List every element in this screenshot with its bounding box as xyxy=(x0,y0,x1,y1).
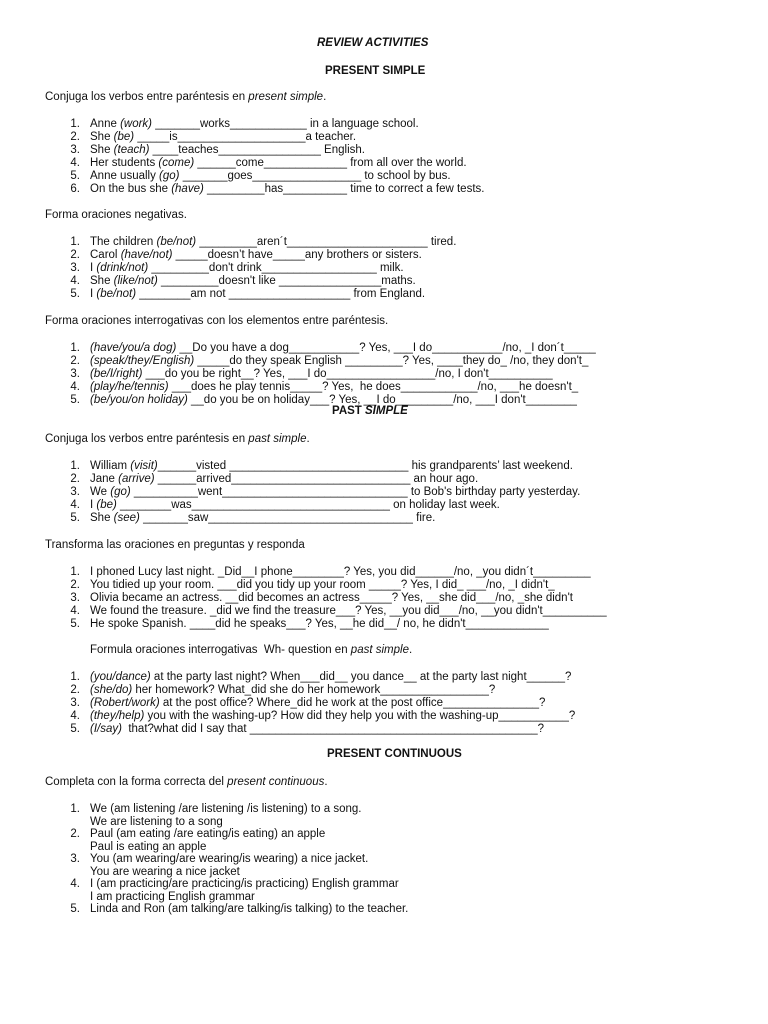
item-number: 1. xyxy=(70,342,80,354)
item-number: 2. xyxy=(70,579,80,591)
item-text: (Robert/work) at the post office? Where_did he work at the post office_______________? xyxy=(90,697,546,709)
item-text: Olivia became an actress. __did becomes an actress_____? Yes, __she did___/no, _she didn't xyxy=(90,592,573,604)
item-number: 2. xyxy=(70,131,80,143)
item-text: She (like/not) _________doesn't like ________________maths. xyxy=(90,275,416,287)
item-text: (be/I/right) ___do you be right__? Yes, ___I do_________________/no, I don't__________ xyxy=(90,368,553,380)
item-text: I (be) ________was_______________________________ on holiday last week. xyxy=(90,499,500,511)
item-number: 5. xyxy=(70,394,80,406)
item-number: 4. xyxy=(70,157,80,169)
item-number: 5. xyxy=(70,723,80,735)
item-text: She (be) _____is____________________a teacher. xyxy=(90,131,357,143)
instruction-transform: Transforma las oraciones en preguntas y responda xyxy=(45,539,305,551)
item-number: 3. xyxy=(70,592,80,604)
item-text: You (am wearing/are wearing/is wearing) a nice jacket. xyxy=(90,853,369,865)
page-title: REVIEW ACTIVITIES xyxy=(317,37,429,49)
item-text: On the bus she (have) _________has__________ time to correct a few tests. xyxy=(90,183,485,195)
item-text: I (drink/not) _________don't drink__________________ milk. xyxy=(90,262,404,274)
item-text: (have/you/a dog) __Do you have a dog___________? Yes, ___I do___________/no, _I don´t_____ xyxy=(90,342,596,354)
item-text: She (see) _______saw________________________________ fire. xyxy=(90,512,436,524)
item-number: 5. xyxy=(70,903,80,915)
item-text: Linda and Ron (am talking/are talking/is talking) to the teacher. xyxy=(90,903,409,915)
item-text: Paul (am eating /are eating/is eating) an apple xyxy=(90,828,326,840)
item-number: 2. xyxy=(70,473,80,485)
section-heading-present-simple: PRESENT SIMPLE xyxy=(325,65,426,77)
answer-text: I am practicing English grammar xyxy=(90,890,255,903)
item-text: We (go) __________went_____________________________ to Bob's birthday party yesterday. xyxy=(90,486,581,498)
item-number: 3. xyxy=(70,697,80,709)
item-number: 1. xyxy=(70,118,80,130)
item-text: I (be/not) ________am not ___________________ from England. xyxy=(90,288,426,300)
item-text: He spoke Spanish. ____did he speaks___? Yes, __he did__/ no, he didn't_____________ xyxy=(90,618,549,630)
item-number: 1. xyxy=(70,803,80,815)
item-text: (be/you/on holiday) __do you be on holiday___? Yes, __I do_________/no, ___I don't________ xyxy=(90,394,577,406)
item-number: 4. xyxy=(70,499,80,511)
item-number: 3. xyxy=(70,486,80,498)
item-number: 1. xyxy=(70,566,80,578)
item-number: 3. xyxy=(70,368,80,380)
item-text: She (teach) ____teaches________________ English. xyxy=(90,144,365,156)
item-number: 1. xyxy=(70,460,80,472)
item-text: (play/he/tennis) ___does he play tennis_____? Yes, he does____________/no, ___he doesn't_ xyxy=(90,381,579,393)
item-number: 3. xyxy=(70,262,80,274)
item-text: William (visit)______visted ____________________________ his grandparents’ last weekend. xyxy=(90,460,573,472)
item-text: Anne (work) _______works____________ in a language school. xyxy=(90,118,419,130)
item-text: Carol (have/not) _____doesn’t have_____any brothers or sisters. xyxy=(90,249,422,261)
item-number: 1. xyxy=(70,671,80,683)
item-text: I (am practicing/are practicing/is practicing) English grammar xyxy=(90,878,399,890)
instruction-interrogative: Forma oraciones interrogativas con los elementos entre paréntesis. xyxy=(45,315,389,327)
item-number: 5. xyxy=(70,288,80,300)
item-text: I phoned Lucy last night. _Did__I phone________? Yes, you did______/no, _you didn´t_________ xyxy=(90,566,591,578)
instruction-present-simple: Conjuga los verbos entre paréntesis en present simple. xyxy=(45,91,327,103)
item-number: 2. xyxy=(70,249,80,261)
item-number: 4. xyxy=(70,710,80,722)
item-text: (speak/they/English) _____do they speak English _________? Yes, ____they do_ /no, they don't_ xyxy=(90,355,589,367)
instruction-wh-questions: Formula oraciones interrogativas Wh- question en past simple. xyxy=(90,644,413,656)
item-number: 2. xyxy=(70,355,80,367)
item-number: 2. xyxy=(70,684,80,696)
item-text: (I/say) that?what did I say that _____________________________________________? xyxy=(90,723,545,735)
item-number: 4. xyxy=(70,878,80,890)
item-text: We (am listening /are listening /is listening) to a song. xyxy=(90,803,362,815)
section-heading-present-continuous: PRESENT CONTINUOUS xyxy=(327,748,462,760)
item-number: 5. xyxy=(70,512,80,524)
item-text: Her students (come) ______come_____________ from all over the world. xyxy=(90,157,467,169)
item-text: Jane (arrive) ______arrived____________________________ an hour ago. xyxy=(90,473,479,485)
item-number: 6. xyxy=(70,183,80,195)
item-text: You tidied up your room. ___did you tidy up your room _____? Yes, I did_ ___/no, _I didn't_ xyxy=(90,579,555,591)
item-text: (you/dance) at the party last night? When___did__ you dance__ at the party last night______? xyxy=(90,671,572,683)
item-number: 5. xyxy=(70,170,80,182)
item-number: 3. xyxy=(70,853,80,865)
item-text: Anne usually (go) _______goes_________________ to school by bus. xyxy=(90,170,451,182)
instruction-present-continuous: Completa con la forma correcta del present continuous. xyxy=(45,776,328,788)
item-number: 4. xyxy=(70,605,80,617)
item-text: (she/do) her homework? What_did she do her homework_________________? xyxy=(90,684,496,696)
item-number: 2. xyxy=(70,828,80,840)
item-text: (they/help) you with the washing-up? How did they help you with the washing-up___________? xyxy=(90,710,576,722)
section-heading-past-simple: PAST SIMPLE xyxy=(332,405,408,417)
item-number: 5. xyxy=(70,618,80,630)
answer-text: Paul is eating an apple xyxy=(90,840,207,853)
answer-text: You are wearing a nice jacket xyxy=(90,865,240,878)
item-number: 4. xyxy=(70,381,80,393)
item-number: 3. xyxy=(70,144,80,156)
instruction-negative: Forma oraciones negativas. xyxy=(45,209,187,221)
item-number: 4. xyxy=(70,275,80,287)
item-number: 1. xyxy=(70,236,80,248)
answer-text: We are listening to a song xyxy=(90,815,223,828)
item-text: The children (be/not) _________aren´t______________________ tired. xyxy=(90,236,457,248)
item-text: We found the treasure. _did we find the treasure___? Yes, __you did___/no, __you didn't__________ xyxy=(90,605,607,617)
instruction-past-simple: Conjuga los verbos entre paréntesis en past simple. xyxy=(45,433,310,445)
